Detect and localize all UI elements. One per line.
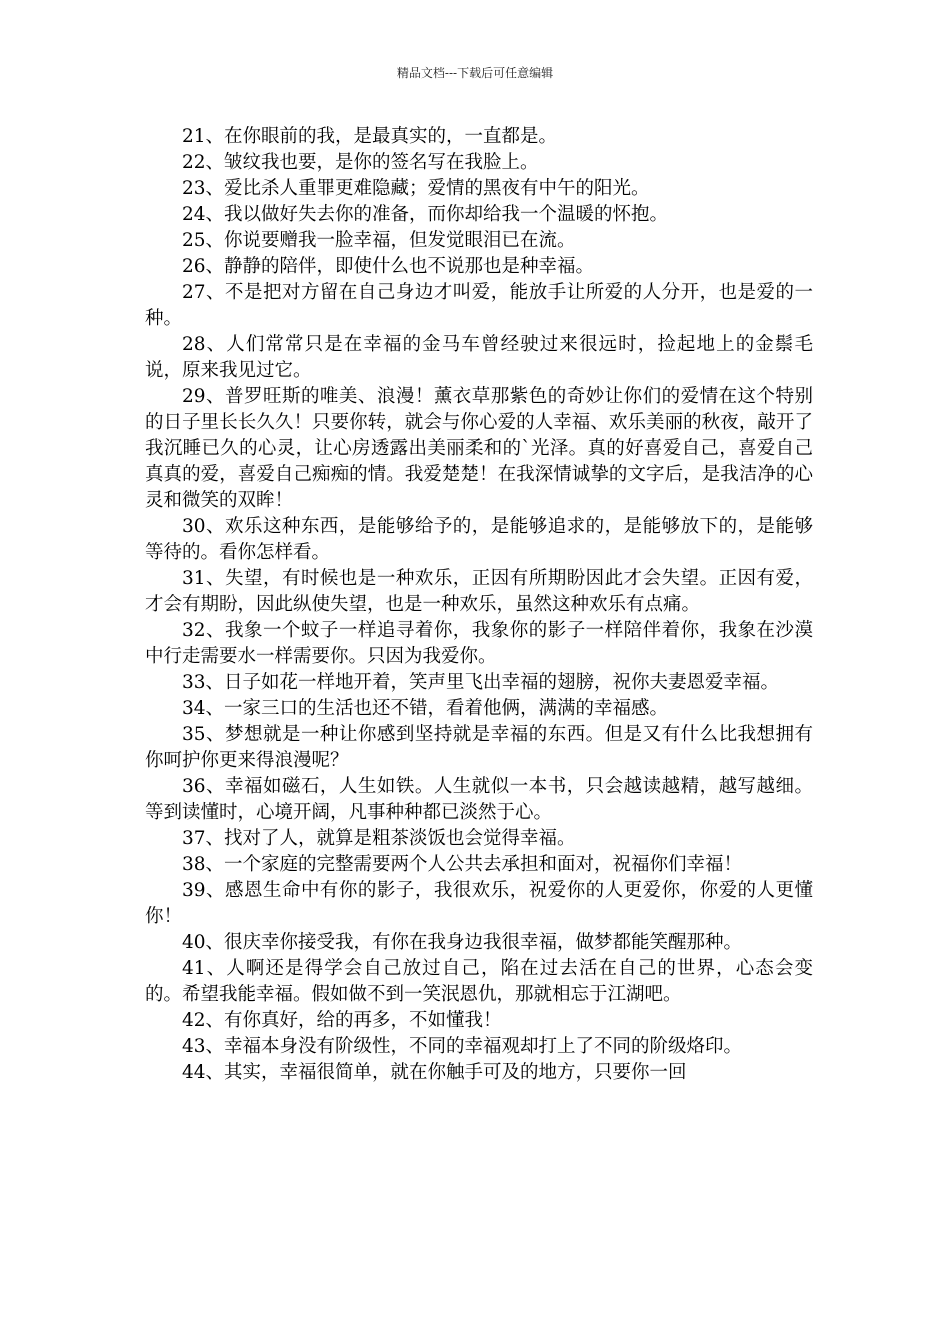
paragraph: 29、普罗旺斯的唯美、浪漫！薰衣草那紫色的奇妙让你们的爱情在这个特别的日子里长长久久！只要你转，就会与你心爱的人幸福、欢乐美丽的秋夜，敲开了我沉睡已久的心灵，让心房透露出美丽柔和的`光泽。真的好喜爱自己，喜爱自己真真的爱，喜爱自己痴痴的情。我爱楚楚！在我深情诚挚的文字后，是我洁净的心灵和微笑的双眸！ [145,386,813,511]
paragraph: 32、我象一个蚊子一样追寻着你，我象你的影子一样陪伴着你，我象在沙漠中行走需要水一样需要你。只因为我爱你。 [145,620,813,667]
paragraph: 38、一个家庭的完整需要两个人公共去承担和面对，祝福你们幸福！ [182,854,743,875]
paragraph: 21、在你眼前的我，是最真实的，一直都是。 [182,126,558,147]
paragraph: 30、欢乐这种东西，是能够给予的，是能够追求的，是能够放下的，是能够等待的。看你怎样看。 [145,516,813,563]
paragraph: 41、人啊还是得学会自己放过自己，陷在过去活在自己的世界，心态会变的。希望我能幸福。假如做不到一笑泯恩仇，那就相忘于江湖吧。 [145,958,813,1005]
paragraph: 39、感恩生命中有你的影子，我很欢乐，祝爱你的人更爱你，你爱的人更懂你！ [145,880,813,927]
paragraph: 23、爱比杀人重罪更难隐藏；爱情的黑夜有中午的阳光。 [182,178,650,199]
paragraph: 34、一家三口的生活也还不错，看着他俩，满满的幸福感。 [182,698,669,719]
paragraph: 33、日子如花一样地开着，笑声里飞出幸福的翅膀，祝你夫妻恩爱幸福。 [182,672,780,693]
paragraph: 27、不是把对方留在自己身边才叫爱，能放手让所爱的人分开，也是爱的一种。 [145,282,813,329]
paragraph: 43、幸福本身没有阶级性，不同的幸福观却打上了不同的阶级烙印。 [182,1036,743,1057]
paragraph: 37、找对了人，就算是粗茶淡饭也会觉得幸福。 [182,828,576,849]
page-header: 精品文档---下载后可任意编辑 [396,66,554,80]
paragraph: 26、静静的陪伴，即使什么也不说那也是种幸福。 [182,256,595,277]
paragraph: 44、其实，幸福很简单，就在你触手可及的地方，只要你一回 [182,1062,687,1083]
paragraph: 31、失望，有时候也是一种欢乐，正因有所期盼因此才会失望。正因有爱，才会有期盼，因此纵使失望，也是一种欢乐，虽然这种欢乐有点痛。 [145,568,813,615]
paragraph: 25、你说要赠我一脸幸福，但发觉眼泪已在流。 [182,230,576,251]
paragraph: 42、有你真好，给的再多，不如懂我！ [182,1010,502,1031]
paragraph: 28、人们常常只是在幸福的金马车曾经驶过来很远时，捡起地上的金鬃毛说，原来我见过它。 [145,334,813,381]
document-body [145,124,813,1086]
paragraph: 40、很庆幸你接受我，有你在我身边我很幸福，做梦都能笑醒那种。 [182,932,743,953]
paragraph: 24、我以做好失去你的准备，而你却给我一个温暖的怀抱。 [182,204,669,225]
paragraph: 22、皱纹我也要，是你的签名写在我脸上。 [182,152,539,173]
paragraph: 36、幸福如磁石，人生如铁。人生就似一本书，只会越读越精，越写越细。等到读懂时，心境开阔，凡事种种都已淡然于心。 [145,776,813,823]
paragraph: 35、梦想就是一种让你感到坚持就是幸福的东西。但是又有什么比我想拥有你呵护你更来得浪漫呢？ [145,724,813,771]
